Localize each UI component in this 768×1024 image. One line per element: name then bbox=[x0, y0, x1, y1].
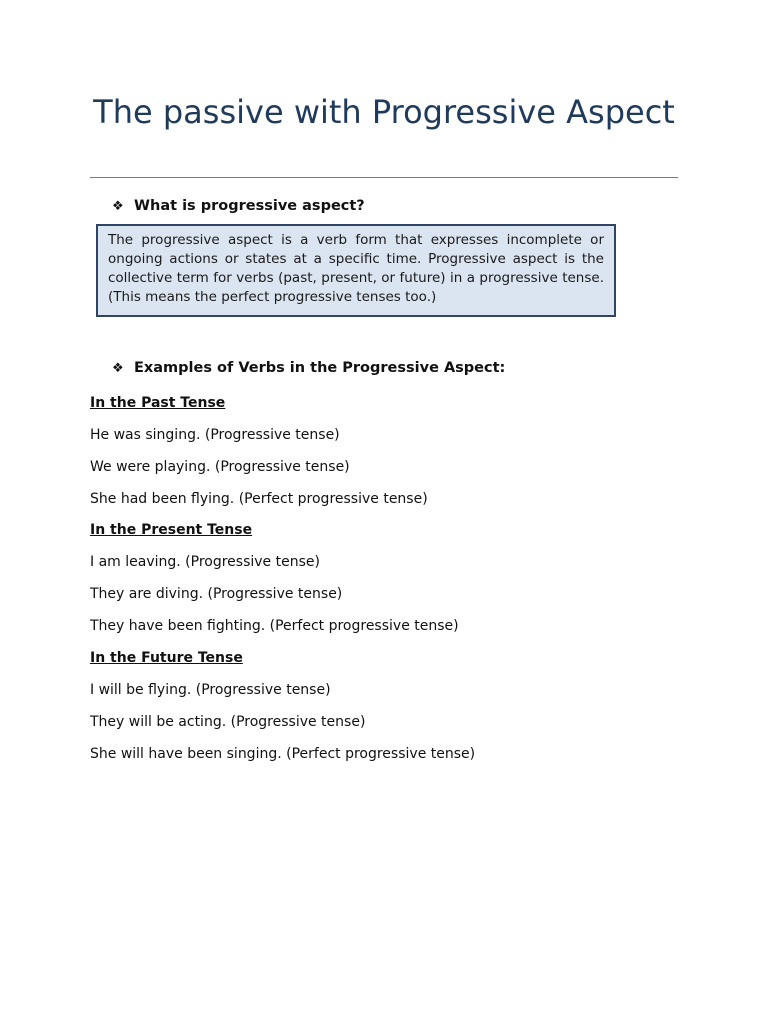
example-line: I am leaving. (Progressive tense) bbox=[90, 554, 320, 570]
example-line: We were playing. (Progressive tense) bbox=[90, 459, 350, 475]
definition-box: The progressive aspect is a verb form that expresses incomplete or ongoing actions or states at a specific time. Progressive aspect is the collective term for verbs (past, present, or future) in a progressive tense. (This means the perfect progressive tenses too.) bbox=[96, 224, 616, 317]
question-heading bbox=[112, 196, 365, 217]
example-line: She had been flying. (Perfect progressive tense) bbox=[90, 491, 428, 507]
example-line: They have been fighting. (Perfect progressive tense) bbox=[90, 618, 459, 634]
example-line: I will be flying. (Progressive tense) bbox=[90, 682, 331, 698]
title-divider bbox=[90, 177, 678, 178]
section-label-future: In the Future Tense bbox=[90, 650, 243, 666]
example-line: They will be acting. (Progressive tense) bbox=[90, 714, 366, 730]
examples-heading-text: Examples of Verbs in the Progressive Aspect: bbox=[134, 360, 506, 376]
example-line: He was singing. (Progressive tense) bbox=[90, 427, 340, 443]
examples-heading bbox=[112, 358, 505, 379]
example-line: She will have been singing. (Perfect progressive tense) bbox=[90, 746, 476, 762]
document-title: The passive with Progressive Aspect bbox=[93, 93, 675, 131]
diamond-bullet-icon: ❖ bbox=[112, 361, 124, 376]
section-label-present: In the Present Tense bbox=[90, 522, 253, 538]
example-line: They are diving. (Progressive tense) bbox=[90, 586, 343, 602]
section-label-past: In the Past Tense bbox=[90, 395, 226, 411]
question-heading-text: What is progressive aspect? bbox=[134, 198, 365, 214]
diamond-bullet-icon: ❖ bbox=[112, 199, 124, 214]
